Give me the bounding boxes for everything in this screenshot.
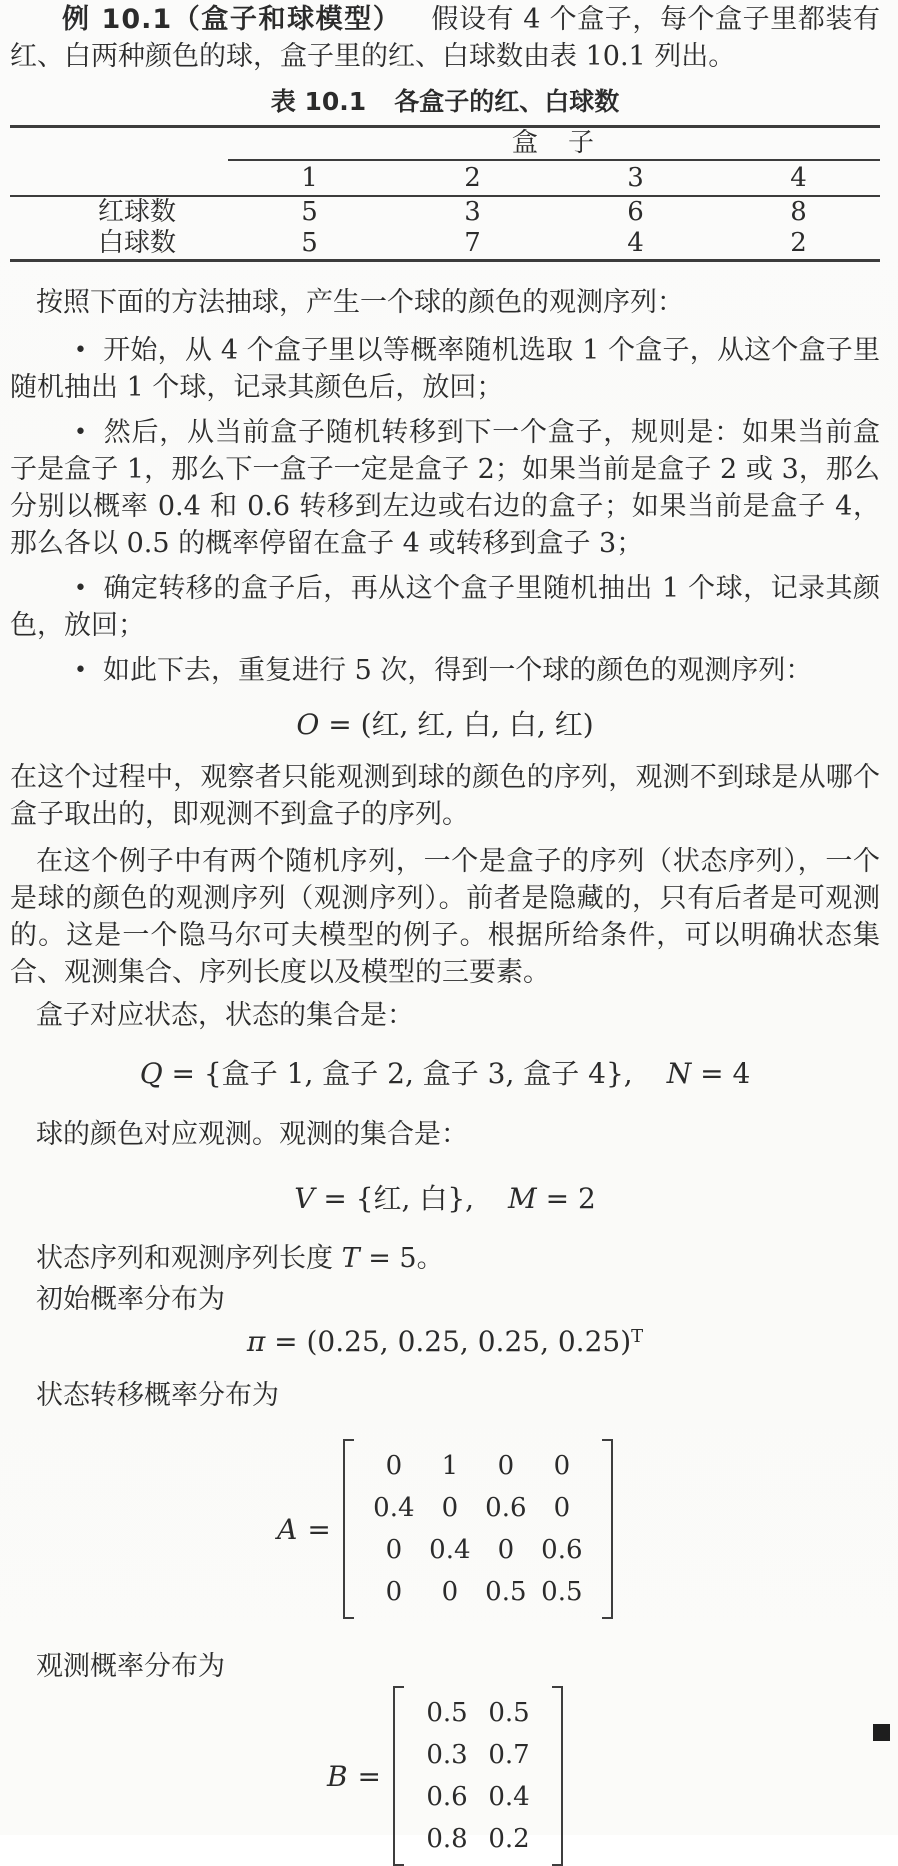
matrix-left-bracket <box>393 1686 404 1866</box>
table-caption-label: 表 10.1 <box>270 87 367 116</box>
matrix-cell: 0.5 <box>488 1697 530 1728</box>
method-intro-paragraph: 按照下面的方法抽球，产生一个球的颜色的观测序列： <box>36 287 684 318</box>
length-prefix: 状态序列和观测序列长度 <box>36 1243 342 1274</box>
matrix-cell: 0 <box>497 1450 515 1481</box>
matrix-cell: 0 <box>385 1576 403 1607</box>
table-col-header: 4 <box>790 162 807 193</box>
matrix-label <box>327 1758 381 1795</box>
table-caption-title: 各盒子的红、白球数 <box>394 87 620 116</box>
bullet-text: 如此下去，重复进行 5 次，得到一个球的颜色的观测序列： <box>102 655 813 686</box>
matrix-cell: 0.4 <box>373 1492 415 1523</box>
example-intro-paragraph <box>10 1 880 75</box>
formula-var: O <box>296 708 320 741</box>
observation-note-paragraph: 在这个过程中，观察者只能观测到球的颜色的序列，观测不到球是从哪个盒子取出的，即观测不到盒子的序列。 <box>10 762 880 830</box>
formula-body: = {盒子 1, 盒子 2, 盒子 3, 盒子 4}, <box>162 1057 633 1090</box>
matrix-cell: 0.3 <box>426 1739 468 1770</box>
matrix-right-bracket <box>602 1439 613 1619</box>
bullet-text: 开始，从 4 个盒子里以等概率随机选取 1 个盒子，从这个盒子里随机抽出 1 个球，记录其颜色后，放回； <box>10 335 880 403</box>
matrix-B <box>10 1686 880 1866</box>
matrix-cell: 0.2 <box>488 1823 530 1854</box>
matrix-grid <box>404 1686 552 1866</box>
bullet-item <box>10 332 880 406</box>
matrix-cell: 0 <box>553 1450 571 1481</box>
formula-observation-set <box>10 1179 880 1219</box>
formula-var: T <box>341 1243 360 1274</box>
formula-body: = 2 <box>536 1182 596 1215</box>
formula-var: M <box>508 1182 537 1215</box>
transition-distribution-label: 状态转移概率分布为 <box>36 1380 279 1411</box>
row-label: 红球数 <box>98 197 177 227</box>
matrix-cell: 0 <box>441 1492 459 1523</box>
matrix-equals: = <box>307 1512 331 1546</box>
bullet-icon: • <box>74 658 87 683</box>
matrix-cell: 0 <box>385 1450 403 1481</box>
formula-body: = (红, 红, 白, 白, 红) <box>319 708 594 741</box>
bullet-item <box>10 414 880 562</box>
length-suffix: = 5。 <box>359 1243 444 1274</box>
matrix-cell: 0.8 <box>426 1823 468 1854</box>
row-label: 白球数 <box>98 228 177 258</box>
table-cell: 7 <box>464 228 481 258</box>
end-of-example-marker <box>873 1724 890 1741</box>
matrix-equals: = <box>357 1759 382 1793</box>
table-caption <box>10 87 880 117</box>
table-col-header: 3 <box>627 162 644 193</box>
table-col-header: 1 <box>301 162 318 193</box>
matrix-cell: 0 <box>441 1576 459 1607</box>
table-cell: 8 <box>790 197 807 227</box>
formula-var: V <box>294 1182 315 1215</box>
matrix-cell: 0.5 <box>485 1576 527 1607</box>
initial-distribution-label: 初始概率分布为 <box>36 1284 225 1315</box>
matrix-A <box>10 1439 880 1619</box>
bullet-item <box>10 570 880 644</box>
table-col-header: 2 <box>464 162 481 193</box>
formula-var: π <box>246 1325 266 1358</box>
matrix-cell: 0.5 <box>426 1697 468 1728</box>
matrix-var: B <box>326 1759 348 1793</box>
formula-state-set <box>10 1054 880 1094</box>
bullet-icon: • <box>74 338 87 363</box>
bullet-text: 确定转移的盒子后，再从这个盒子里随机抽出 1 个球，记录其颜色，放回； <box>10 573 880 641</box>
table-stub-cell <box>10 161 228 195</box>
table-cell: 4 <box>627 228 644 258</box>
matrix-cell: 0.7 <box>488 1739 530 1770</box>
matrix-cell: 0.6 <box>426 1781 468 1812</box>
matrix-label <box>277 1511 331 1548</box>
table-group-header: 盒 子 <box>228 128 880 161</box>
table-group-row <box>10 128 880 161</box>
formula-var: N <box>666 1057 692 1090</box>
example-title: 例 10.1（盒子和球模型） <box>62 4 402 35</box>
bullet-text: 然后，从当前盒子随机转移到下一个盒子，规则是：如果当前盒子是盒子 1，那么下一盒子一定是盒子 2；如果当前是盒子 2 或 3，那么分别以概率 0.4 和 0.6 转移到左边或右边的盒子；如果当前是盒子 4，那么各以 0.5 的概率停留在盒子 4 或转移到盒子 3； <box>10 417 880 559</box>
bullet-icon: • <box>74 420 87 445</box>
bullet-icon: • <box>74 576 87 601</box>
matrix-cell: 0.4 <box>488 1781 530 1812</box>
matrix-cell: 1 <box>441 1450 459 1481</box>
observation-distribution-label: 观测概率分布为 <box>36 1651 225 1682</box>
matrix-grid <box>354 1439 602 1619</box>
table-corner-cell <box>10 128 228 159</box>
formula-body: = {红, 白}, <box>314 1182 475 1215</box>
table-cell: 5 <box>301 197 318 227</box>
formula-var: Q <box>139 1057 163 1090</box>
state-set-intro: 盒子对应状态，状态的集合是： <box>36 1000 414 1031</box>
table-row-white <box>10 228 880 259</box>
table-row-red <box>10 197 880 228</box>
transpose-superscript: T <box>631 1326 644 1347</box>
ball-count-table <box>10 125 880 262</box>
table-cell: 3 <box>464 197 481 227</box>
formula-body: = (0.25, 0.25, 0.25, 0.25) <box>265 1325 632 1358</box>
table-header-row <box>10 161 880 197</box>
matrix-left-bracket <box>343 1439 354 1619</box>
table-cell: 6 <box>627 197 644 227</box>
bullet-item <box>10 652 880 689</box>
matrix-cell: 0 <box>385 1534 403 1565</box>
matrix-cell: 0.6 <box>485 1492 527 1523</box>
sequence-length-line <box>10 1240 880 1277</box>
matrix-cell: 0.4 <box>429 1534 471 1565</box>
matrix-right-bracket <box>552 1686 563 1866</box>
matrix-var: A <box>277 1512 298 1546</box>
matrix-cell: 0 <box>553 1492 571 1523</box>
table-cell: 2 <box>790 228 807 258</box>
table-10-1 <box>10 87 880 262</box>
example-intro-text: 假设有 4 个盒子，每个盒子里都装有红、白两种颜色的球，盒子里的红、白球数由表 10.1 列出。 <box>10 4 880 72</box>
formula-body: = 4 <box>691 1057 751 1090</box>
table-cell: 5 <box>301 228 318 258</box>
formula-observation-sequence <box>10 705 880 745</box>
formula-initial-distribution <box>10 1322 880 1362</box>
observation-set-intro: 球的颜色对应观测。观测的集合是： <box>36 1119 468 1150</box>
matrix-cell: 0.6 <box>541 1534 583 1565</box>
matrix-cell: 0.5 <box>541 1576 583 1607</box>
hmm-explanation-paragraph: 在这个例子中有两个随机序列，一个是盒子的序列（状态序列），一个是球的颜色的观测序列（观测序列）。前者是隐藏的，只有后者是可观测的。这是一个隐马尔可夫模型的例子。根据所给条件，可以明确状态集合、观测集合、序列长度以及模型的三要素。 <box>10 846 880 988</box>
matrix-cell: 0 <box>497 1534 515 1565</box>
